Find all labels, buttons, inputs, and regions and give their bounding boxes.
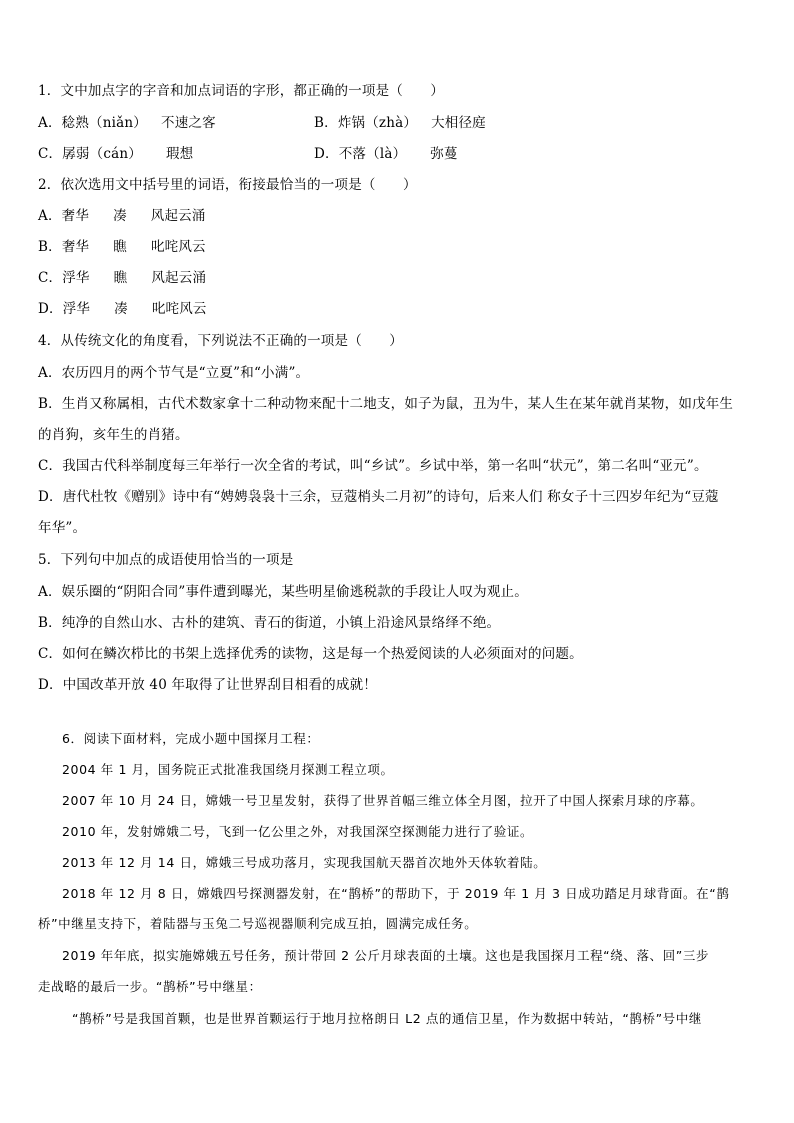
q4-option-d-line1[interactable]: D．唐代杜牧《赠别》诗中有“娉娉袅袅十三余，豆蔻梢头二月初”的诗句，后来人们 称女子十三四岁年纪为“豆蔻 — [38, 489, 719, 505]
q4-option-b-line1[interactable]: B．生肖又称属相，古代术数家拿十二种动物来配十二地支，如子为鼠，丑为牛，某人生在某年就肖某物，如戊年生 — [38, 396, 734, 412]
q2-c-3: 风起云涌 — [151, 270, 207, 286]
q6-para-2018-line2: 桥”中继星支持下，着陆器与玉兔二号巡视器顺利完成互拍，圆满完成任务。 — [38, 916, 478, 931]
q4-option-b-line2: 的肖狗，亥年生的肖猪。 — [38, 427, 189, 443]
q2-b-3: 叱咤风云 — [150, 239, 206, 255]
q2-b-2: 瞧 — [113, 239, 127, 255]
q1-option-d[interactable] — [314, 145, 458, 163]
q4-option-d-line2: 年华”。 — [38, 520, 87, 536]
q1-option-b[interactable] — [314, 114, 486, 132]
q6-para-2019-line2: 走战略的最后一步。“鹊桥”号中继星： — [38, 979, 262, 994]
q2-stem: 2．依次选用文中括号里的词语，衔接最恰当的一项是（ ） — [38, 177, 417, 193]
q2-d-2: 凑 — [114, 301, 128, 317]
q2-a-1: A．奢华 — [38, 208, 90, 224]
q2-d-3: 叱咤风云 — [151, 301, 207, 317]
q2-option-a[interactable] — [38, 207, 760, 225]
q1-stem: 1．文中加点字的字音和加点词语的字形，都正确的一项是（ ） — [38, 83, 445, 99]
q2-option-b[interactable] — [38, 238, 760, 256]
q6-para-2018-line1: 2018 年 12 月 8 日，嫦娥四号探测器发射，在“鹊桥”的帮助下，于 2019 年 1 月 3 日成功踏足月球背面。在“鹊 — [62, 886, 730, 901]
q1-option-c[interactable] — [38, 145, 193, 163]
q2-a-3: 风起云涌 — [150, 208, 206, 224]
q2-c-1: C．浮华 — [38, 270, 90, 286]
q5-option-b[interactable]: B．纯净的自然山水、古朴的建筑、青石的街道，小镇上沿途风景络绎不绝。 — [38, 615, 501, 631]
q6-para-2010: 2010 年，发射嫦娥二号，飞到一亿公里之外，对我国深空探测能力进行了验证。 — [62, 824, 534, 839]
q5-option-a[interactable]: A．娱乐圈的“阴阳合同”事件遭到曝光，某些明星偷逃税款的手段让人叹为观止。 — [38, 584, 528, 600]
q6-para-2019-line1: 2019 年年底，拟实施嫦娥五号任务，预计带回 2 公斤月球表面的土壤。这也是我国探月工程“绕、落、回”三步 — [62, 948, 710, 963]
q4-option-a[interactable]: A．农历四月的两个节气是“立夏”和“小满”。 — [38, 365, 310, 381]
q6-stem: 6．阅读下面材料，完成小题中国探月工程： — [62, 731, 320, 746]
q2-b-1: B．奢华 — [38, 239, 90, 255]
q1-option-d-word: 弥蔓 — [430, 146, 458, 162]
q1-option-d-label: D．不落（là） — [314, 146, 407, 162]
q1-option-a[interactable] — [38, 114, 216, 132]
q4-option-c[interactable]: C．我国古代科举制度每三年举行一次全省的考试，叫“乡试”。乡试中举，第一名叫“状元”，第二名叫“亚元”。 — [38, 458, 708, 474]
q1-option-b-word: 大相径庭 — [431, 115, 486, 131]
q4-stem: 4．从传统文化的角度看，下列说法不正确的一项是（ ） — [38, 333, 403, 349]
q6-para-queqiao: “鹊桥”号是我国首颗，也是世界首颗运行于地月拉格朗日 L2 点的通信卫星，作为数据中转站，“鹊桥”号中继 — [72, 1011, 702, 1026]
q1-option-a-word: 不速之客 — [161, 115, 216, 131]
q1-option-b-label: B．炸锅（zhà） — [314, 115, 418, 131]
q6-para-2004: 2004 年 1 月，国务院正式批准我国绕月探测工程立项。 — [62, 762, 394, 777]
q2-option-c[interactable] — [38, 269, 760, 287]
q5-stem: 5．下列句中加点的成语使用恰当的一项是 — [38, 552, 294, 568]
q2-c-2: 瞧 — [113, 270, 128, 286]
q2-a-2: 凑 — [113, 208, 127, 224]
q1-option-a-label: A．稔熟（niǎn） — [38, 115, 148, 131]
q6-para-2013: 2013 年 12 月 14 日，嫦娥三号成功落月，实现我国航天器首次地外天体软着陆。 — [62, 855, 547, 870]
q5-option-c[interactable]: C．如何在鳞次栉比的书架上选择优秀的读物，这是每一个热爱阅读的人必须面对的问题。 — [38, 646, 583, 662]
q2-option-d[interactable] — [38, 300, 760, 318]
q1-option-c-word: 瑕想 — [165, 146, 194, 162]
q2-d-1: D．浮华 — [38, 301, 91, 317]
q5-option-d[interactable]: D．中国改革开放 40 年取得了让世界刮目相看的成就！ — [38, 677, 377, 693]
q6-para-2007: 2007 年 10 月 24 日，嫦娥一号卫星发射，获得了世界首幅三维立体全月图，拉开了中国人探索月球的序幕。 — [62, 793, 704, 808]
q1-option-c-label: C．孱弱（cán） — [38, 146, 142, 162]
